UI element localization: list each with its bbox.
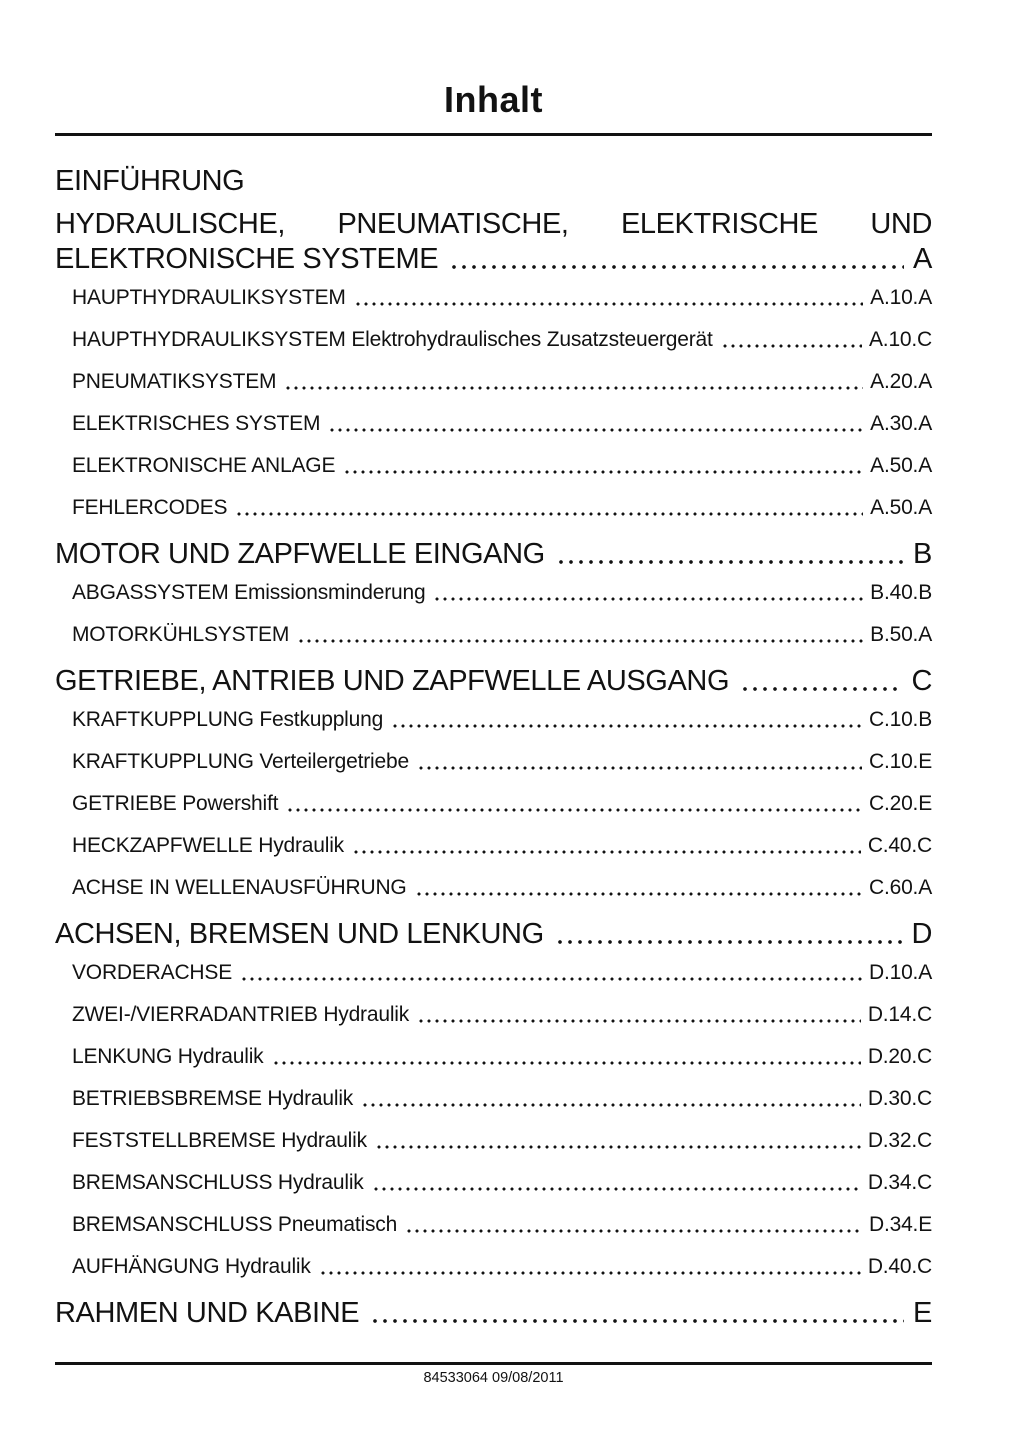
- toc-entry[interactable]: [55, 1170, 932, 1196]
- toc-entry-page: D: [911, 918, 932, 950]
- toc-entry-page: A.20.A: [870, 370, 932, 393]
- dot-leader: [368, 1296, 904, 1331]
- toc-entry-label: ACHSE IN WELLENAUSFÜHRUNG: [72, 876, 407, 899]
- toc-entry-label: ACHSEN, BREMSEN UND LENKUNG: [55, 918, 544, 950]
- toc-entry-label: FESTSTELLBREMSE Hydraulik: [72, 1129, 367, 1152]
- toc-entry[interactable]: [55, 1296, 932, 1331]
- toc-entry-label: ELEKTRISCHES SYSTEM: [72, 412, 321, 435]
- toc-entry-page: D.10.A: [869, 961, 932, 984]
- toc-entry[interactable]: [55, 207, 932, 277]
- toc-entry-page: C: [911, 665, 932, 697]
- toc-entry[interactable]: [55, 791, 932, 817]
- toc-entry-label: ELEKTRONISCHE SYSTEME: [55, 243, 439, 275]
- toc-entry-label: GETRIEBE Powershift: [72, 792, 279, 815]
- toc-entry[interactable]: [55, 580, 932, 606]
- dot-leader: [719, 327, 862, 353]
- toc-entry[interactable]: [55, 1212, 932, 1238]
- dot-leader: [238, 960, 862, 986]
- toc-entry[interactable]: [55, 622, 932, 648]
- dot-leader: [341, 453, 863, 479]
- toc-entry-label: KRAFTKUPPLUNG Verteilergetriebe: [72, 750, 409, 773]
- dot-leader: [447, 242, 904, 277]
- toc-entry[interactable]: [55, 369, 932, 395]
- toc-entry-label: VORDERACHSE: [72, 961, 232, 984]
- dot-leader: [352, 285, 863, 311]
- toc-entry-page: B.50.A: [870, 623, 932, 646]
- footer-divider: [55, 1362, 932, 1365]
- toc-entry-page: C.20.E: [869, 792, 932, 815]
- toc-entry[interactable]: [55, 537, 932, 572]
- toc-entry-page: D.30.C: [867, 1087, 932, 1110]
- toc-entry-page: D.34.C: [867, 1171, 932, 1194]
- toc-entry[interactable]: [55, 707, 932, 733]
- toc-entry-label-line1: HYDRAULISCHE, PNEUMATISCHE, ELEKTRISCHE UND: [55, 208, 932, 240]
- toc-entry-label: HAUPTHYDRAULIKSYSTEM Elektrohydraulisches Zusatzsteuergerät: [72, 328, 713, 351]
- toc-entry-label: BREMSANSCHLUSS Hydraulik: [72, 1171, 364, 1194]
- dot-leader: [233, 495, 863, 521]
- toc-entry-label: ZWEI-/VIERRADANTRIEB Hydraulik: [72, 1003, 410, 1026]
- toc-entry[interactable]: [55, 327, 932, 353]
- toc-entry[interactable]: [55, 285, 932, 311]
- dot-leader: [415, 749, 862, 775]
- dot-leader: [350, 833, 861, 859]
- toc-entry-label: EINFÜHRUNG: [55, 165, 245, 197]
- toc-entry-page: A.30.A: [870, 412, 932, 435]
- toc-entry-page: C.40.C: [867, 834, 932, 857]
- toc-entry-page: D.40.C: [867, 1255, 932, 1278]
- toc-entry-page: C.10.E: [869, 750, 932, 773]
- dot-leader: [282, 369, 863, 395]
- toc-entry-label: BETRIEBSBREMSE Hydraulik: [72, 1087, 354, 1110]
- title-divider: [55, 133, 932, 136]
- toc-entry-page: D.14.C: [867, 1003, 932, 1026]
- toc-entry[interactable]: [55, 164, 932, 199]
- page-title: Inhalt: [444, 79, 543, 120]
- dot-leader: [415, 1002, 861, 1028]
- footer-text: 84533064 09/08/2011: [423, 1370, 564, 1386]
- toc-entry-page: A.10.A: [870, 286, 932, 309]
- toc-entry-label: ABGASSYSTEM Emissionsminderung: [72, 581, 426, 604]
- toc-entry-label: BREMSANSCHLUSS Pneumatisch: [72, 1213, 398, 1236]
- toc-entry-label: GETRIEBE, ANTRIEB UND ZAPFWELLE AUSGANG: [55, 665, 730, 697]
- toc-entry-page: C.10.B: [869, 708, 932, 731]
- dot-leader: [370, 1170, 861, 1196]
- toc-entry-page: B.40.B: [870, 581, 932, 604]
- toc-entry[interactable]: [55, 1044, 932, 1070]
- toc-entry-page: D.32.C: [867, 1129, 932, 1152]
- dot-leader: [326, 411, 863, 437]
- toc-entry-label: FEHLERCODES: [72, 496, 228, 519]
- dot-leader: [413, 875, 862, 901]
- toc-entry-label: LENKUNG Hydraulik: [72, 1045, 264, 1068]
- toc-entry[interactable]: [55, 917, 932, 952]
- dot-leader: [317, 1254, 861, 1280]
- toc-entry[interactable]: [55, 453, 932, 479]
- dot-leader: [553, 917, 903, 952]
- toc-entry[interactable]: [55, 749, 932, 775]
- dot-leader: [270, 1044, 861, 1070]
- dot-leader: [389, 707, 862, 733]
- toc-entry-page: A.50.A: [870, 454, 932, 477]
- dot-leader: [359, 1086, 861, 1112]
- toc-entry[interactable]: [55, 1086, 932, 1112]
- toc-entry[interactable]: [55, 1128, 932, 1154]
- table-of-contents: [55, 164, 932, 1331]
- toc-entry-page: C.60.A: [869, 876, 932, 899]
- toc-entry[interactable]: [55, 875, 932, 901]
- dot-leader: [554, 537, 904, 572]
- toc-entry[interactable]: [55, 1002, 932, 1028]
- toc-entry-page: D.34.E: [869, 1213, 932, 1236]
- toc-entry[interactable]: [55, 1254, 932, 1280]
- toc-entry[interactable]: [55, 495, 932, 521]
- toc-entry-page: E: [913, 1297, 932, 1329]
- toc-entry-page: B: [913, 538, 932, 570]
- dot-leader: [295, 622, 863, 648]
- toc-entry-label: HAUPTHYDRAULIKSYSTEM: [72, 286, 346, 309]
- toc-entry-label: PNEUMATIKSYSTEM: [72, 370, 277, 393]
- toc-entry-label: RAHMEN UND KABINE: [55, 1297, 360, 1329]
- toc-entry-label: MOTORKÜHLSYSTEM: [72, 623, 290, 646]
- dot-leader: [373, 1128, 861, 1154]
- toc-entry[interactable]: [55, 664, 932, 699]
- toc-entry-label: HECKZAPFWELLE Hydraulik: [72, 834, 344, 857]
- toc-entry-label: KRAFTKUPPLUNG Festkupplung: [72, 708, 384, 731]
- toc-entry-page: A: [913, 243, 932, 275]
- toc-entry-page: A.50.A: [870, 496, 932, 519]
- dot-leader: [284, 791, 862, 817]
- page-footer: [55, 1362, 932, 1387]
- toc-entry-label: ELEKTRONISCHE ANLAGE: [72, 454, 336, 477]
- dot-leader: [431, 580, 863, 606]
- toc-entry[interactable]: [55, 960, 932, 986]
- toc-entry-page: D.20.C: [867, 1045, 932, 1068]
- dot-leader: [403, 1212, 862, 1238]
- toc-entry[interactable]: [55, 411, 932, 437]
- dot-leader: [738, 664, 902, 699]
- toc-entry[interactable]: [55, 833, 932, 859]
- toc-entry-label: AUFHÄNGUNG Hydraulik: [72, 1255, 311, 1278]
- toc-entry-label: MOTOR UND ZAPFWELLE EINGANG: [55, 538, 545, 570]
- toc-entry-page: A.10.C: [869, 328, 932, 351]
